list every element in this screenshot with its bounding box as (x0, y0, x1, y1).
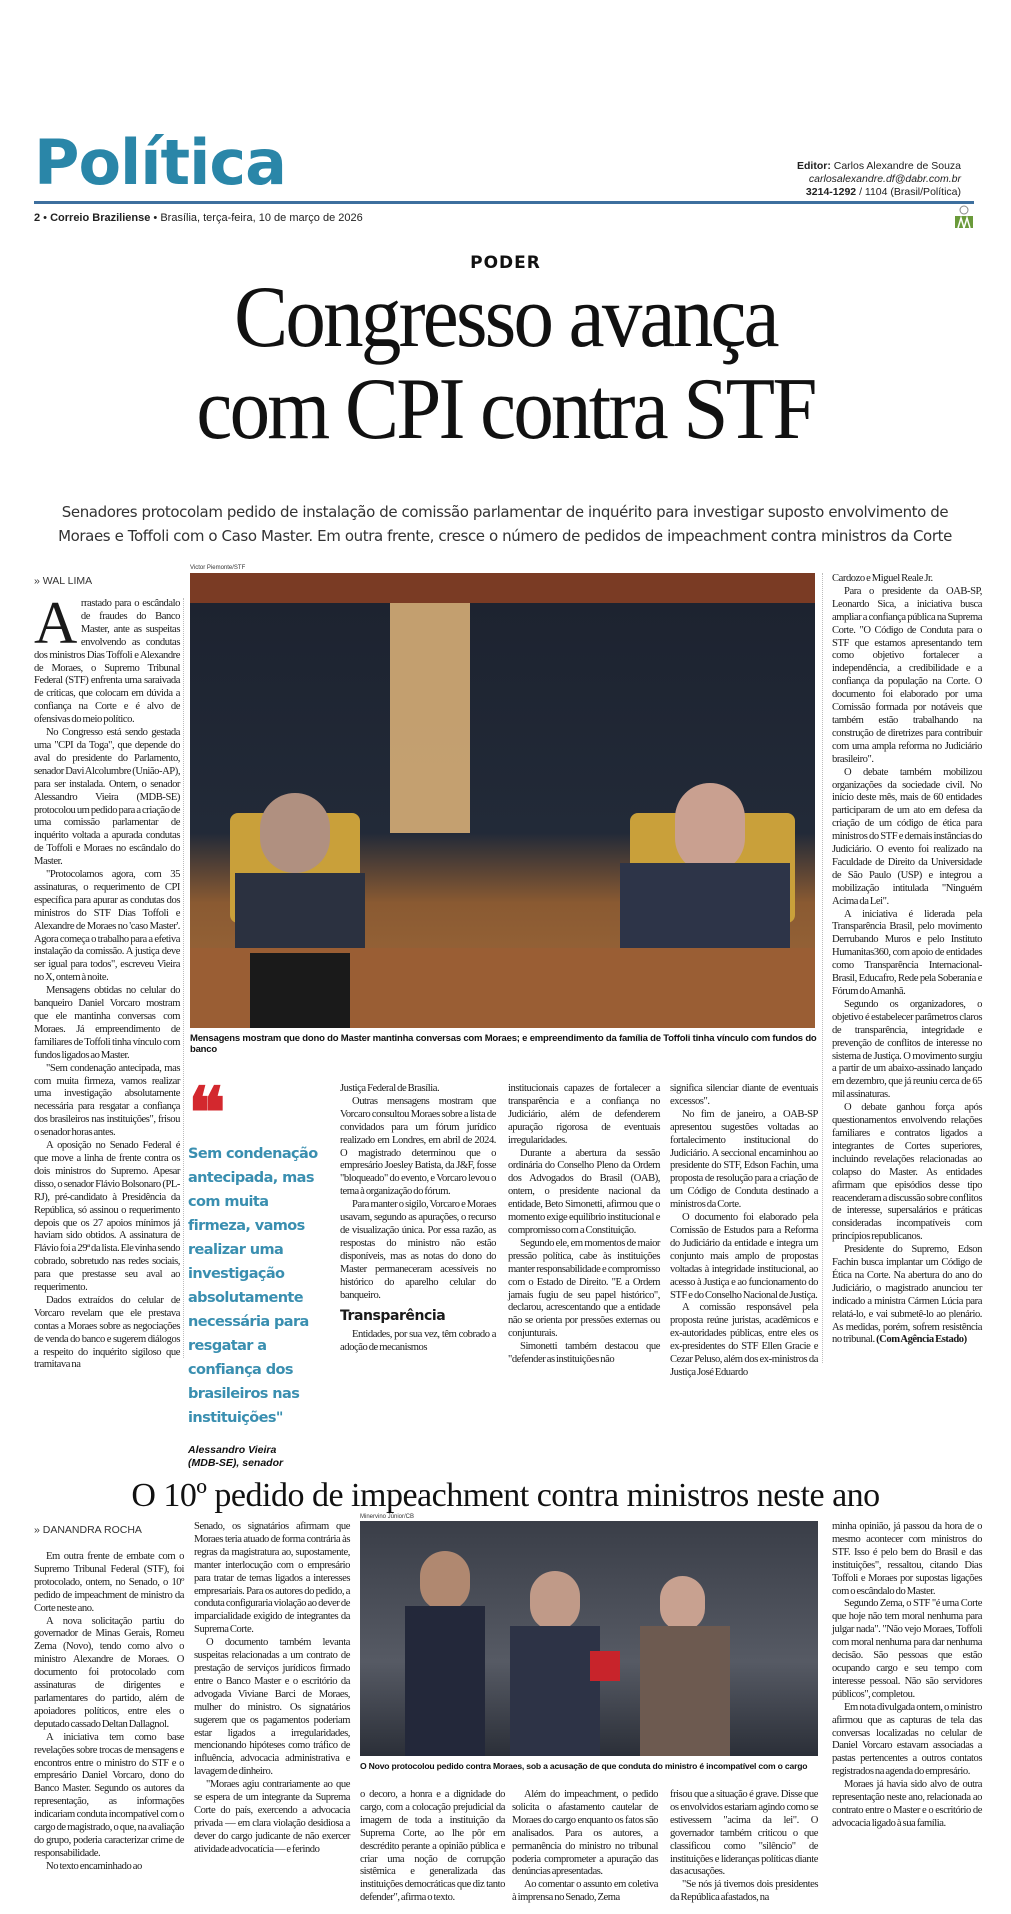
kicker: PODER (470, 253, 541, 273)
paragraph: Simonetti também destacou que "defender as instituições não (508, 1341, 660, 1366)
paragraph: Ao comentar o assunto em coletiva à imprensa no Senado, Zema (512, 1879, 658, 1904)
paragraph: No texto encaminhado ao (46, 1860, 142, 1872)
story1-column-6 (832, 573, 982, 1347)
paragraph: A iniciativa tem como base revelações sobre trocas de mensagens e encontros entre o ministro do STF e o empresário Daniel Vorcaro, dono do Banco Master. Segundo os autores da representação, as informações indicariam conduta incompatível com o cargo de magistrado, o que, na avaliação do grupo, poderia caracterizar crime de responsabilidade. (34, 1731, 184, 1859)
photo-caption-2: O Novo protocolou pedido contra Moraes, sob a acusação de que conduta do ministro é incompatível com o cargo (360, 1761, 808, 1771)
paragraph: No fim de janeiro, a OAB-SP apresentou sugestões voltadas ao fortalecimento institucional do Judiciário. A seccional encaminhou ao presidente do STF, Edson Fachin, uma proposta de resolução para a criação de um Código de Conduta destinado a ministros da Corte. (670, 1108, 818, 1211)
byline: » WAL LIMA (34, 575, 93, 587)
headline-line-2: com CPI contra STF (196, 361, 815, 458)
photo-person-suit (640, 1626, 730, 1756)
paragraph: O documento foi elaborado pela Comissão de Estudos para a Reforma do Judiciário da entidade e integra um conjunto mais amplo de propostas voltadas à integridade institucional, ao acesso à Justiça e ao funcionamento do STF e do Conselho Nacional de Justiça. (670, 1212, 818, 1301)
quote-author-name: Alessandro Vieira (188, 1444, 277, 1456)
photo-pillar (390, 603, 470, 833)
paragraph: o decoro, a honra e a dignidade do cargo, com a colocação prejudicial da imagem de toda a instituição da Suprema Corte, ao lhe pôr em descrédito perante a opinião pública e criar uma noção de corrupção sistêmica e generalizada das instituições democráticas que diz tanto defender", afirma o texto. (360, 1789, 505, 1904)
byline-2: » DANANDRA ROCHA (34, 1524, 142, 1536)
paragraph: No Congresso está sendo gestada uma "CPI da Toga", que depende do aval do presidente do Parlamento, senador Davi Alcolumbre (União-AP), para ser instalada. Ontem, o senador Alessandro Vieira (MDB-SE) protocolou um pedido para a criação de uma comissão parlamentar de inquérito voltada a apurada condutas de Toffoli e Moraes no escândalo do Master. (34, 727, 181, 868)
story1-column-1 (34, 590, 181, 1470)
photo-person-suit (510, 1626, 600, 1756)
paragraph: rrastado para o escândalo de fraudes do Banco Master, ante as suspeitas envolvendo as condutas dos ministros Dias Toffoli e Alexandre de Moraes, o Supremo Tribunal Federal (STF) enfrenta uma saraivada de críticas, que colocam em dúvida a confiança na Corte e é alvo de ofensivas do meio político. (34, 598, 180, 726)
page-number: 2 (34, 212, 41, 224)
paragraph: Para o presidente da OAB-SP, Leonardo Sica, a iniciativa busca ampliar a confiança pública na Suprema Corte. "O Código de Conduta para o STF que estamos apresentando tem como objetivo fortalecer a independência, a credibilidade e a confiança da população na Corte. O documento foi elaborado por uma Comissão formada por notáveis que também estão trabalhando na construção de diretrizes para contribuir com uma ampla reforma no Judiciário brasileiro". (832, 585, 982, 765)
paragraph: Cardozo e Miguel Reale Jr. (832, 573, 933, 584)
photo-person (530, 1571, 580, 1631)
photo-credit: Victor Piemonte/STF (190, 565, 246, 571)
editor-phone: 3214-1292 (805, 186, 857, 198)
column-logo-icon (953, 205, 975, 229)
paragraph: significa silenciar diante de eventuais excessos". (670, 1083, 818, 1107)
story2-column-4 (512, 1789, 658, 1905)
headline-line-1: Congresso avança (234, 269, 777, 366)
paragraph: Moraes já havia sido alvo de outra representação neste ano, relacionada ao contrato entre o Master e o escritório de advocacia ligado à sua família. (832, 1779, 982, 1829)
editor-extension: / 1104 (Brasil/Política) (859, 186, 961, 198)
paragraph: A iniciativa é liderada pela Transparência Brasil, pelo movimento Derrubando Muros e pelo Instituto Humanitas360, com apoio de entidades como Transparência Internacional-Brasil, Educafro, Rede pela Soberania e Fórum do Amanhã. (832, 908, 982, 997)
masthead-rule (34, 201, 974, 204)
newspaper-name: Correio Braziliense (50, 212, 151, 224)
main-photo (190, 573, 815, 1028)
paragraph: Entidades, por sua vez, têm cobrado a adoção de mecanismos (340, 1329, 496, 1354)
paragraph: A nova solicitação partiu do governador de Minas Gerais, Romeu Zema (Novo), tendo como alvo o ministro Alexandre de Moraes. O documento foi protocolado com assinaturas de dirigentes e parlamentares do partido, além de apoiadores políticos, entre eles o deputado cassado Deltan Dallagnol. (34, 1615, 184, 1730)
photo-microphone (590, 1651, 620, 1681)
paragraph: "Moraes agiu contrariamente ao que se espera de um integrante da Suprema Corte do país, exercendo a advocacia privada — em clara violação desidiosa a dever do cargo judicante de não exercer atividade advocatícia — e ferindo (194, 1779, 350, 1855)
editor-email[interactable]: carlosalexandre.df@dabr.com.br (808, 173, 961, 185)
pull-quote-text: Sem condenação antecipada, mas com muita firmeza, vamos realizar uma investigação absolutamente necessária para resgatar a confiança dos brasileiros nas instituições" (188, 1146, 318, 1426)
paragraph: Outras mensagens mostram que Vorcaro consultou Moraes sobre a lista de convidados para um fórum jurídico realizado em Londres, em abril de 2024. O magistrado determinou que o empresário Joesley Batista, da J&F, fosse "bloqueado" do evento, e Vorcaro levou o tema à organização do fórum. (340, 1095, 496, 1198)
editor-name: Carlos Alexandre de Souza (833, 160, 961, 172)
paragraph: A oposição no Senado Federal é que move a linha de frente contra os dois ministros do Supremo. Apesar disso, o senador Flávio Bolsonaro (PL-RJ), pré-candidato à Presidência da República, só assinou o requerimento depois que os 27 apoios mínimos já haviam sido obtidos. A assinatura de Flávio foi a 29ª da lista. Ele vinha sendo cobrado, sobretudo nas redes sociais, para que prestasse seu aval ao requerimento. (34, 1140, 180, 1294)
paragraph: Senado, os signatários afirmam que Moraes teria atuado de forma contrária às regras da magistratura ao, supostamente, manter interlocução com o empresário para tratar de temas ligados a interesses empresariais. Para os autores do pedido, a conduta configuraria violação ao dever de imparcialidade exigido de integrantes da Suprema Corte. (194, 1521, 350, 1636)
pull-quote-author (188, 1444, 328, 1470)
paragraph: O documento também levanta suspeitas relacionadas a um contrato de prestação de serviços jurídicos firmado entre o Banco Master e o escritório da advogada Viviane Barci de Moraes, mulher do ministro. Os signatários sugerem que os pagamentos poderiam estar ligados a irregularidades, mencionando hipóteses como tráfico de influência, advocacia administrativa e lavagem de dinheiro. (194, 1637, 350, 1778)
column-divider (183, 598, 184, 1358)
paragraph: institucionais capazes de fortalecer a transparência e a confiança no Judiciário, além de defenderem apuração rigorosa de eventuais irregularidades. (508, 1083, 660, 1146)
photo-person (660, 1576, 705, 1631)
paragraph: Em nota divulgada ontem, o ministro afirmou que as capturas de tela das conversas localizadas no celular de Daniel Vorcaro estavam associadas a pastas pertencentes a outros contatos registrados na agenda do empresário. (832, 1701, 982, 1778)
story2-column-5 (670, 1789, 818, 1905)
photo-monitor (250, 953, 350, 1028)
secondary-photo (360, 1521, 818, 1756)
paragraph: "Protocolamos agora, com 35 assinaturas, o requerimento de CPI específica para apurar as condutas dos ministros do STF Dias Toffoli e Alexandre de Moraes no 'caso Master'. Agora começa o trabalho para a efetiva instalação da comissão. A justiça deve ser igual para todos", escreveu Vieira no X, ontem à noite. (34, 869, 180, 984)
story1-column-5 (670, 1083, 818, 1380)
photo-credit-2: Minervino Júnior/CB (360, 1514, 415, 1520)
paragraph: O debate também mobilizou organizações da sociedade civil. No início deste mês, mais de 60 entidades participaram de um ato em defesa da criação de um código de ética para ministros do STF e demais instâncias do Judiciário. O evento foi realizado na Faculdade de Direito da Universidade de São Paulo (USP) e integrou a mobilização intitulada "Ninguém Acima da Lei". (832, 766, 982, 907)
paragraph: Durante a abertura da sessão ordinária do Conselho Pleno da Ordem dos Advogados do Brasil (OAB), ontem, o presidente nacional da entidade, Beto Simonetti, afirmou que o momento exige equilíbrio institucional e compromisso com a Constituição. (508, 1147, 660, 1236)
quote-author-role: (MDB-SE), senador (188, 1457, 284, 1469)
deck: Senadores protocolam pedido de instalação de comissão parlamentar de inquérito para investigar suposto envolvimento de Moraes e Toffoli com o Caso Master. Em outra frente, cresce o número de pedidos de impeachment contra ministros da Corte (58, 503, 952, 545)
photo-person-right (675, 783, 745, 873)
paragraph: "Sem condenação antecipada, mas com muita firmeza, vamos realizar uma investigação absolutamente necessária para resgatar a confiança dos brasileiros nas instituições", frisou o senador horas antes. (34, 1062, 180, 1139)
paragraph: O debate ganhou força após questionamentos envolvendo relações familiares e contratos ligados a integrantes de Cortes superiores, incluindo revelações relacionadas ao colapso do Master. As entidades afirmam que episódios desse tipo reacenderam a discussão sobre conflitos de interesse, supersalários e práticas consideradas incompatíveis com princípios republicanos. (832, 1102, 982, 1243)
story2-column-3 (360, 1789, 505, 1905)
editor-label: Editor: (797, 160, 831, 172)
paragraph: Para manter o sigilo, Vorcaro e Moraes usavam, segundo as apurações, o recurso de visualização única. Por essa razão, as respostas do ministro não estão disponíveis, mas as notas do dono do Master permaneceram acessíveis no histórico do aparelho celular do banqueiro. (340, 1199, 496, 1301)
photo-person-left (260, 793, 330, 873)
agency-credit: (Com Agência Estado) (876, 1334, 967, 1346)
story2-column-2 (194, 1521, 350, 1857)
paragraph: minha opinião, já passou da hora de o mesmo acontecer com ministros do STF. Isso é pelo bem do Brasil e das instituições", ressaltou, citando Dias Toffoli e Moraes por supostas ligações com o escândalo do Master. (832, 1521, 982, 1597)
paragraph: frisou que a situação é grave. Disse que os envolvidos estariam agindo como se estivessem "acima da lei". O governador também criticou o que classificou como "silêncio" de instituições e lideranças políticas diante das acusações. (670, 1789, 818, 1878)
secondary-headline: O 10º pedido de impeachment contra ministros neste ano (131, 1477, 880, 1514)
paragraph: Dados extraídos do celular de Vorcaro revelam que ele prestava contas a Moraes sobre as negociações de venda do banco e sugerem diálogos a respeito do inquérito sigiloso que tramitava na (34, 1294, 180, 1371)
story1-column-3 (340, 1083, 496, 1355)
drop-cap: A (34, 590, 77, 656)
section-title: Política (34, 126, 287, 199)
paragraph: Segundo os organizadores, o objetivo é estabelecer parâmetros claros de transparência, integridade e prevenção de conflitos de interesse no sistema de Justiça. O movimento surgiu a partir de um abaixo-assinado lançado em dezembro, que já reuniu cerca de 65 mil assinaturas. (832, 998, 982, 1101)
paragraph: Segundo ele, em momentos de maior pressão política, cabe às instituições manter responsabilidade e compromisso com o Estado de Direito. "E a Ordem jamais fugiu de seu papel histórico", declarou, acrescentando que a entidade não se orienta por pressões externas ou conjunturais. (508, 1237, 660, 1340)
paragraph: Em outra frente de embate com o Supremo Tribunal Federal (STF), foi protocolado, ontem, no Senado, o 10º pedido de impeachment de ministro da Corte neste ano. (34, 1551, 184, 1614)
photo-person-suit (405, 1606, 485, 1756)
folio: 2 • Correio Braziliense • Brasília, terça-feira, 10 de março de 2026 (34, 212, 363, 224)
paragraph: Segundo Zema, o STF "é uma Corte que hoje não tem moral nenhuma para julgar nada". "Não vejo Moraes, Toffoli com moral nenhuma para dar nenhuma decisão. São pessoas que estão ocupando cargo e seu tempo com interesse pessoal. Não são servidores públicos", completou. (832, 1598, 982, 1700)
editor-box (797, 160, 961, 199)
column-divider (822, 573, 823, 1363)
paragraph: Além do impeachment, o pedido solicita o afastamento cautelar de Moraes do cargo enquanto os fatos são analisados. Para os autores, a permanência do ministro no tribunal poderia comprometer a apuração das denúncias apresentadas. (512, 1789, 658, 1878)
paragraph: Presidente do Supremo, Edson Fachin busca implantar um Código de Ética na Corte. Na abertura do ano do Judiciário, o magistrado anunciou ter indicado a ministra Cármen Lúcia para relatá-lo, e vai submetê-lo ao plenário. As medidas, porém, sofrem resistência no tribunal. (Com Agência Estado) (832, 1244, 982, 1346)
photo-robe-right (620, 863, 790, 953)
paragraph: "Se nós já tivemos dois presidentes da República afastados, na (670, 1879, 818, 1904)
photo-person (420, 1551, 470, 1611)
story2-column-1 (34, 1551, 184, 1874)
pull-quote (188, 1071, 328, 1470)
quote-mark-icon: ❝ (188, 1071, 218, 1154)
main-headline (40, 269, 970, 458)
paragraph: Justiça Federal de Brasília. (340, 1083, 440, 1094)
story2-column-6 (832, 1521, 982, 1831)
paragraph: Mensagens obtidas no celular do banqueiro Daniel Vorcaro mostram que ele mantinha conversas com Moraes. Já empreendimento de familiares de Toffoli tinha vínculo com fundos ligados ao Master. (34, 985, 180, 1061)
dateline: Brasília, terça-feira, 10 de março de 2026 (160, 212, 363, 224)
photo-caption: Mensagens mostram que dono do Master mantinha conversas com Moraes; e empreendimento da família de Toffoli tinha vínculo com fundos do banco (190, 1033, 817, 1055)
paragraph: A comissão responsável pela proposta reúne juristas, acadêmicos e ex-autoridades públicas, entre eles os ex-presidentes do STF Ellen Gracie e Cezar Peluso, além dos ex-ministros da Justiça José Eduardo (670, 1302, 818, 1378)
subhead: Transparência (340, 1308, 446, 1325)
story1-column-4 (508, 1083, 660, 1367)
